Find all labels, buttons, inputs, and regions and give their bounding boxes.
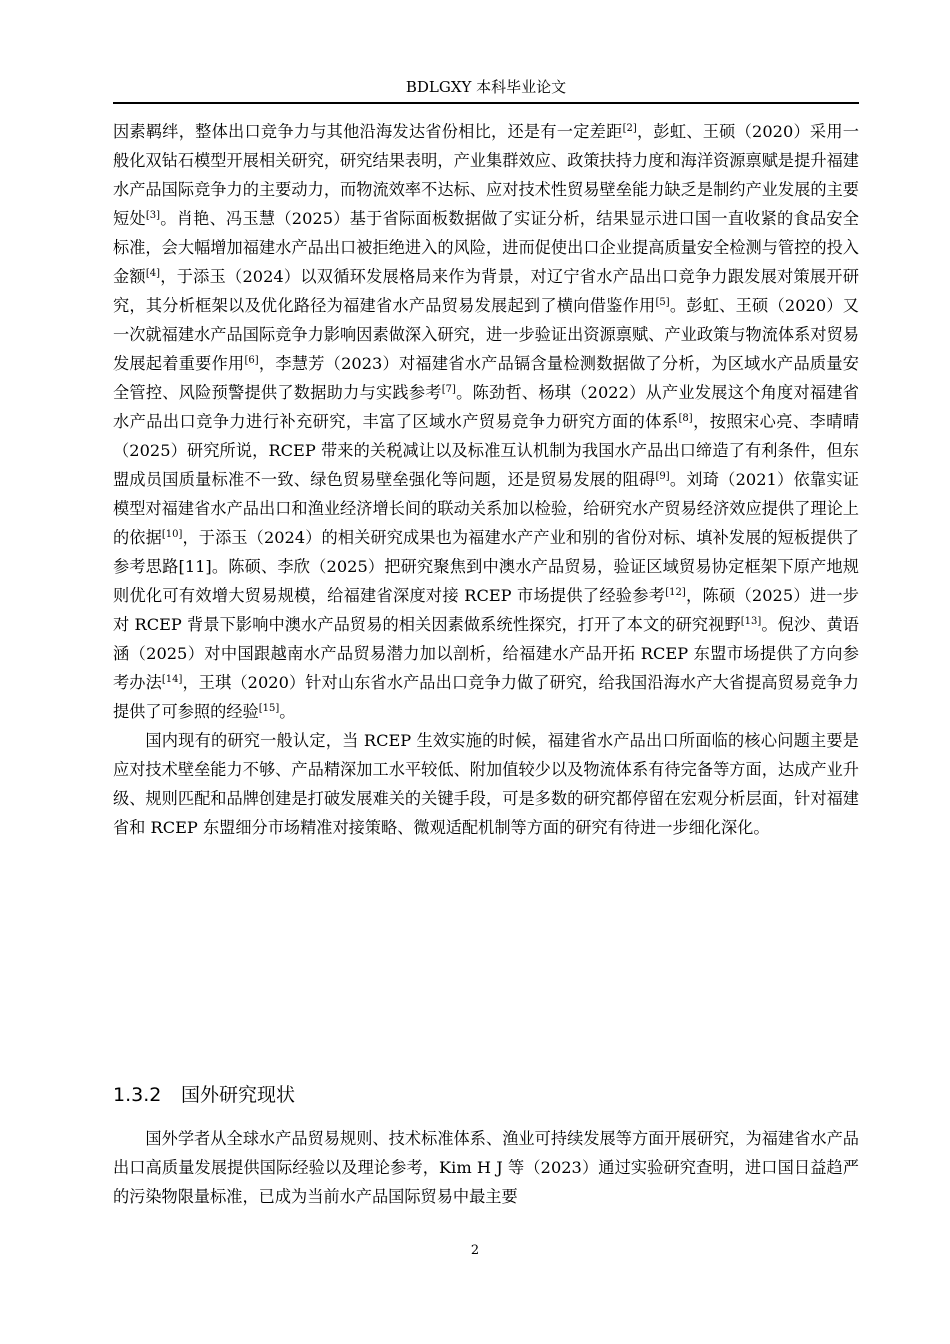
- citation-marker: [8]: [678, 413, 693, 424]
- body-text-lower: [113, 1124, 859, 1211]
- citation-marker: [9]: [655, 471, 670, 482]
- citation-marker: [2]: [622, 123, 637, 134]
- citation-marker: [7]: [441, 384, 456, 395]
- citation-marker: [5]: [655, 297, 670, 308]
- text-run: 。: [279, 702, 296, 721]
- text-run: ，按照宋心亮、李晴晴（2025）研究所说，RCEP 带来的关税减让以及标准互认机制为我国水产品出口缔造了有利条件，但东盟成员国质量标准不一致、绿色贸易壁垒强化等问题，还是贸易发展的阻碍: [113, 412, 860, 489]
- citation-marker: [13]: [740, 616, 762, 627]
- section-title: 国外研究现状: [181, 1084, 296, 1106]
- paragraph-references: [113, 117, 859, 726]
- text-run: ，李慧芳（2023）对福建省水产品镉含量检测数据做了分析，为区域水产品质量安全管控、风险预警提供了数据助力与实践参考: [113, 354, 859, 402]
- text-run: ，于添玉（2024）的相关研究成果也为福建水产产业和别的省份对标、填补发展的短板提供了参考思路[11]。陈硕、李欣（2025）把研究聚焦到中澳水产品贸易，验证区域贸易协定框架下原产地规则优化可有效增大贸易规模，给福建省深度对接 RCEP 市场提供了经验参考: [113, 528, 859, 605]
- text-run: ，王琪（2020）针对山东省水产品出口竞争力做了研究，给我国沿海水产大省提高贸易竞争力提供了可参照的经验: [113, 673, 859, 721]
- text-run: ，陈硕（2025）进一步对 RCEP 背景下影响中澳水产品贸易的相关因素做系统性探究，打开了本文的研究视野: [113, 586, 859, 634]
- body-text-upper: [113, 117, 859, 842]
- text-run: 。刘琦（2021）依靠实证模型对福建省水产品出口和渔业经济增长间的联动关系加以检验，给研究水产贸易经济效应提供了理论上的依据: [113, 470, 859, 547]
- text-run: 。肖艳、冯玉慧（2025）基于省际面板数据做了实证分析，结果显示进口国一直收紧的食品安全标准，会大幅增加福建水产品出口被拒绝进入的风险，进而促使出口企业提高质量安全检测与管控的投入金额: [113, 209, 859, 286]
- citation-marker: [15]: [258, 703, 280, 714]
- text-run: 。陈劲哲、杨琪（2022）从产业发展这个角度对福建省水产品出口竞争力进行补充研究，丰富了区域水产贸易竞争力研究方面的体系: [113, 383, 859, 431]
- citation-marker: [12]: [665, 587, 686, 598]
- paragraph-foreign-research: 国外学者从全球水产品贸易规则、技术标准体系、渔业可持续发展等方面开展研究，为福建省水产品出口高质量发展提供国际经验以及理论参考，Kim H J 等（2023）通过实验研究查明，进口国日益趋严的污染物限量标准，已成为当前水产品国际贸易中最主要: [113, 1129, 859, 1206]
- citation-marker: [6]: [244, 355, 259, 366]
- text-run: 。彭虹、王硕（2020）又一次就福建水产品国际竞争力影响因素做深入研究，进一步验证出资源禀赋、产业政策与物流体系对贸易发展起着重要作用: [113, 296, 859, 373]
- text-run: ，彭虹、王硕（2020）采用一般化双钻石模型开展相关研究，研究结果表明，产业集群效应、政策扶持力度和海洋资源禀赋是提升福建水产品国际竞争力的主要动力，而物流效率不达标、应对技术性贸易壁垒能力缺乏是制约产业发展的主要短处: [113, 122, 859, 228]
- citation-marker: [10]: [161, 529, 183, 540]
- page-number: 2: [470, 1243, 480, 1258]
- section-number: 1.3.2: [113, 1084, 162, 1106]
- text-run: 因素羁绊，整体出口竞争力与其他沿海发达省份相比，还是有一定差距: [113, 122, 623, 141]
- header-title: BDLGXY 本科毕业论文: [405, 78, 567, 96]
- page-header: [113, 74, 859, 104]
- section-heading: [113, 1080, 859, 1110]
- paragraph-domestic-summary: 国内现有的研究一般认定，当 RCEP 生效实施的时候，福建省水产品出口所面临的核心问题主要是应对技术壁垒能力不够、产品精深加工水平较低、附加值较少以及物流体系有待完备等方面，达成产业升级、规则匹配和品牌创建是打破发展难关的关键手段，可是多数的研究都停留在宏观分析层面，针对福建省和 RCEP 东盟细分市场精准对接策略、微观适配机制等方面的研究有待进一步细化深化。: [113, 731, 859, 837]
- text-run: ，于添玉（2024）以双循环发展格局来作为背景，对辽宁省水产品出口竞争力跟发展对策展开研究，其分析框架以及优化路径为福建省水产品贸易发展起到了横向借鉴作用: [113, 267, 859, 315]
- citation-marker: [3]: [145, 210, 161, 221]
- citation-marker: [4]: [145, 268, 161, 279]
- text-run: 。倪沙、黄语涵（2025）对中国跟越南水产品贸易潜力加以剖析，给福建水产品开拓 RCEP 东盟市场提供了方向参考办法: [113, 615, 859, 692]
- citation-marker: [14]: [161, 674, 183, 685]
